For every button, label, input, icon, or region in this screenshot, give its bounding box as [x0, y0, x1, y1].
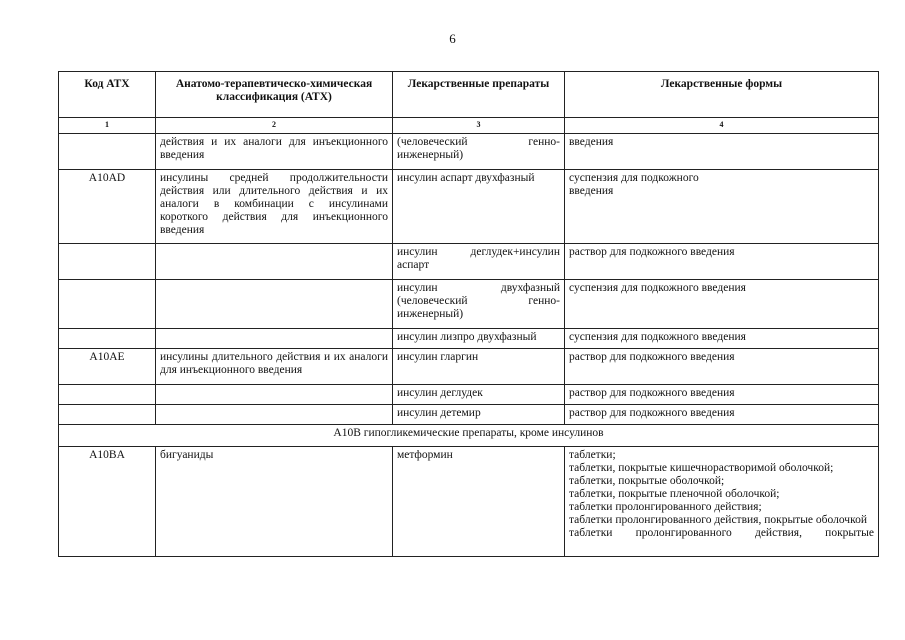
table-row — [59, 280, 879, 329]
dosage-forms — [565, 329, 879, 349]
group-heading: A10B гипогликемические препараты, кроме инсулинов — [59, 425, 879, 447]
dosage-form-line: введения — [569, 185, 614, 197]
table-header-row — [59, 72, 879, 118]
atx-classification: действия и их аналоги для инъекционного введения — [156, 134, 393, 170]
drug-name: инсулин гларгин — [393, 349, 565, 385]
table-row — [59, 447, 879, 557]
dosage-form-line: раствор для подкожного введения — [569, 387, 735, 399]
atx-classification — [156, 385, 393, 405]
dosage-form-line: таблетки, покрытые кишечнорастворимой оболочкой; — [569, 462, 834, 474]
dosage-forms — [565, 405, 879, 425]
dosage-forms — [565, 385, 879, 405]
atx-classification: бигуаниды — [156, 447, 393, 557]
header-drugs: Лекарственные препараты — [393, 72, 565, 118]
page-number: 6 — [449, 31, 456, 46]
column-number-row — [59, 118, 879, 134]
column-number: 4 — [565, 118, 879, 134]
dosage-form-line: раствор для подкожного введения — [569, 246, 735, 258]
dosage-forms — [565, 170, 879, 244]
drug-name: метформин — [393, 447, 565, 557]
header-code: Код АТХ — [59, 72, 156, 118]
atx-code: A10AE — [59, 349, 156, 385]
table-row — [59, 349, 879, 385]
dosage-form-line: таблетки пролонгированного действия, покрытые оболочкой — [569, 514, 867, 526]
dosage-forms — [565, 134, 879, 170]
dosage-form-line: введения — [569, 136, 614, 148]
dosage-form-line: таблетки; — [569, 449, 616, 461]
atx-code — [59, 405, 156, 425]
dosage-form-line: таблетки, покрытые пленочной оболочкой; — [569, 488, 780, 500]
atx-classification — [156, 280, 393, 329]
atx-code — [59, 280, 156, 329]
drug-name: инсулин деглудек — [393, 385, 565, 405]
column-number: 2 — [156, 118, 393, 134]
dosage-form-line: раствор для подкожного введения — [569, 407, 735, 419]
table-row — [59, 134, 879, 170]
drug-name: инсулин детемир — [393, 405, 565, 425]
drug-name: инсулин аспарт двухфазный — [393, 170, 565, 244]
header-forms: Лекарственные формы — [565, 72, 879, 118]
drug-name: инсулин двухфазный (человеческий генно-инженерный) — [393, 280, 565, 329]
column-number: 3 — [393, 118, 565, 134]
column-number: 1 — [59, 118, 156, 134]
dosage-form-line: суспензия для подкожного введения — [569, 282, 746, 294]
drug-name: инсулин лизпро двухфазный — [393, 329, 565, 349]
atx-table — [58, 71, 879, 557]
atx-code — [59, 329, 156, 349]
dosage-forms — [565, 244, 879, 280]
dosage-forms — [565, 447, 879, 557]
dosage-form-line: таблетки пролонгированного действия, покрытые — [569, 527, 874, 539]
table-row — [59, 405, 879, 425]
dosage-form-line: таблетки, покрытые оболочкой; — [569, 475, 725, 487]
atx-code — [59, 244, 156, 280]
atx-code — [59, 385, 156, 405]
drug-name: инсулин деглудек+инсулин аспарт — [393, 244, 565, 280]
table-row — [59, 385, 879, 405]
table-row — [59, 170, 879, 244]
atx-code — [59, 134, 156, 170]
drug-name: (человеческий генно-инженерный) — [393, 134, 565, 170]
group-heading-row — [59, 425, 879, 447]
dosage-forms — [565, 349, 879, 385]
atx-classification — [156, 244, 393, 280]
atx-classification — [156, 405, 393, 425]
atx-code: A10BA — [59, 447, 156, 557]
atx-classification: инсулины длительного действия и их аналоги для инъекционного введения — [156, 349, 393, 385]
atx-classification: инсулины средней продолжительности действия или длительного действия и их аналоги в комбинации с инсулинами короткого действия для инъекционного введения — [156, 170, 393, 244]
atx-code: A10AD — [59, 170, 156, 244]
dosage-form-line: суспензия для подкожного — [569, 172, 699, 184]
atx-classification — [156, 329, 393, 349]
table-row — [59, 244, 879, 280]
dosage-form-line: таблетки пролонгированного действия; — [569, 501, 762, 513]
header-classification: Анатомо-терапевтическо-химическая классификация (АТХ) — [156, 72, 393, 118]
dosage-forms — [565, 280, 879, 329]
dosage-form-line: раствор для подкожного введения — [569, 351, 735, 363]
dosage-form-line: суспензия для подкожного введения — [569, 331, 746, 343]
table-row — [59, 329, 879, 349]
